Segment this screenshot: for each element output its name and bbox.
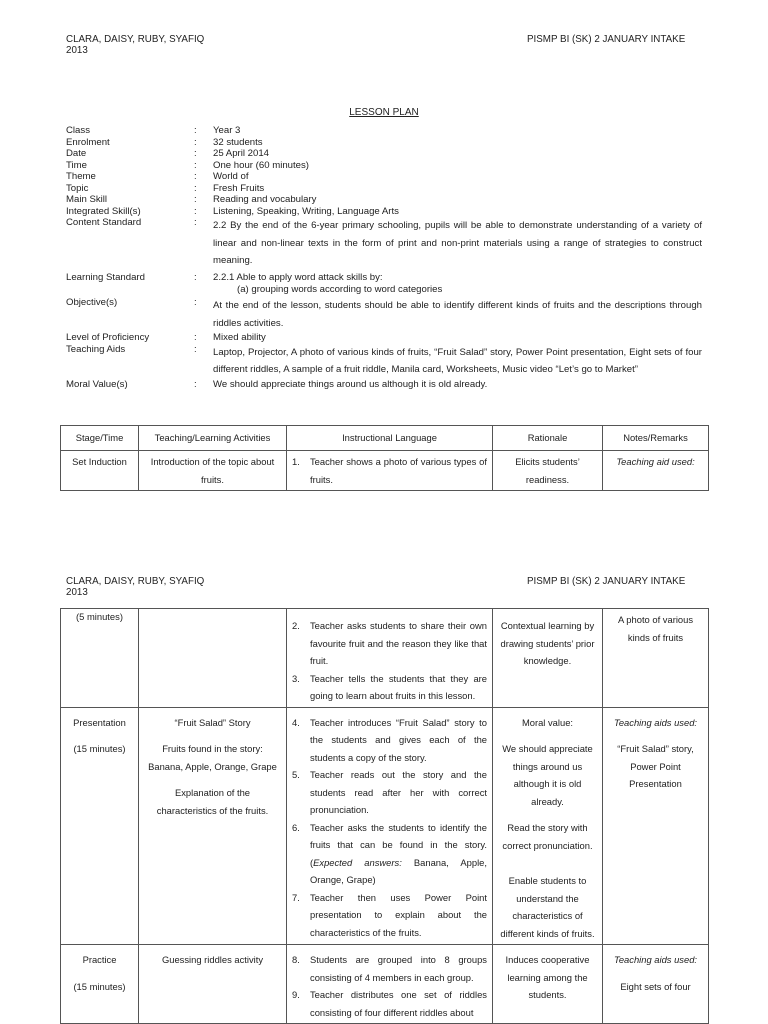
rationale-cell — [493, 707, 603, 945]
activity-cell: Guessing riddles activity — [139, 945, 287, 1024]
stage-label: Presentation — [73, 716, 126, 728]
info-colon: : — [194, 217, 197, 228]
rationale-cell: Induces cooperative learning among the students. — [493, 945, 603, 1024]
rationale-text: Enable students to understand the characteristics of different kinds of fruits. — [500, 875, 595, 939]
activity-cell — [139, 609, 287, 708]
instruction-item: 3. Teacher tells the students that they are going to learn about fruits in this lesson. — [292, 672, 487, 701]
notes-title: Teaching aids used: — [613, 716, 698, 728]
activity-cell: Introduction of the topic about fruits. — [139, 451, 287, 491]
info-row — [66, 137, 702, 149]
stage-cell — [61, 707, 139, 945]
info-value: Reading and vocabulary — [213, 194, 317, 205]
lesson-table — [60, 425, 709, 491]
notes-cell — [603, 707, 709, 945]
stage-time: (15 minutes) — [73, 743, 126, 754]
info-colon: : — [194, 148, 197, 159]
stage-label: Practice — [82, 954, 117, 965]
table-header: Rationale — [493, 426, 603, 451]
lesson-info — [66, 125, 702, 390]
notes-cell: A photo of various kinds of fruits — [603, 609, 709, 708]
header-authors: CLARA, DAISY, RUBY, SYAFIQ — [66, 576, 205, 587]
notes-text: “Fruit Salad” story, Power Point Presentation — [617, 743, 694, 789]
info-value: 2.2.1 Able to apply word attack skills by: — [213, 271, 383, 283]
info-row — [66, 171, 702, 183]
header-program: PISMP BI (SK) 2 JANUARY INTAKE — [527, 576, 686, 587]
info-colon: : — [194, 171, 197, 182]
info-value: Fresh Fruits — [213, 182, 265, 194]
info-row — [66, 297, 702, 332]
notes-title: Teaching aids used: — [613, 954, 698, 965]
info-colon: : — [194, 136, 197, 148]
instruction-item: 9. Teacher distributes one set of riddles consisting of four different riddles about — [292, 989, 487, 1018]
activity-cell — [139, 707, 287, 945]
lesson-table-continued — [60, 608, 709, 1024]
stage-cell — [61, 945, 139, 1024]
header-left — [66, 34, 204, 56]
rationale-cell: Elicits students’ readiness. — [493, 451, 603, 491]
instruction-item: 6. Teacher asks the students to identify the fruits that can be found in the story. (Expected answers: Banana, Apple, Orange, Grape) — [292, 821, 487, 885]
header-authors: CLARA, DAISY, RUBY, SYAFIQ — [66, 34, 205, 45]
info-value: One hour (60 minutes) — [213, 159, 309, 171]
activity-text: Banana, Apple, Orange, Grape — [148, 760, 277, 772]
notes-cell — [603, 945, 709, 1024]
info-value: 32 students — [213, 136, 263, 148]
info-colon: : — [194, 159, 197, 171]
info-label: Objective(s) — [66, 297, 118, 308]
info-colon: : — [194, 332, 197, 343]
table-header: Instructional Language — [287, 426, 493, 451]
info-value: 2.2 By the end of the 6-year primary schooling, pupils will be able to demonstrate understanding of a variety of linear and non-linear texts in the form of print and non-print materials using a range of strategies to construct meaning. — [213, 220, 702, 266]
info-label: Learning Standard — [66, 271, 145, 283]
info-colon: : — [194, 182, 197, 194]
info-row — [66, 160, 702, 172]
info-label: Enrolment — [66, 136, 110, 148]
info-label: Level of Proficiency — [66, 332, 150, 343]
info-colon: : — [194, 194, 197, 205]
page-1 — [0, 0, 768, 500]
table-row — [61, 707, 709, 945]
info-label: Teaching Aids — [66, 343, 126, 355]
info-label: Topic — [66, 182, 89, 194]
table-row — [61, 451, 709, 491]
info-row — [66, 332, 702, 344]
activity-text: Explanation of the characteristics of the fruits. — [156, 787, 269, 816]
table-row — [61, 609, 709, 708]
instruction-cell — [287, 451, 493, 491]
info-colon: : — [194, 271, 197, 283]
notes-cell: Teaching aid used: — [603, 451, 709, 491]
info-row — [66, 125, 702, 137]
activity-text: Fruits found in the story: — [162, 743, 263, 754]
info-value: World of — [213, 171, 249, 182]
notes-text: Eight sets of four — [620, 980, 691, 992]
info-colon: : — [194, 297, 197, 308]
instruction-item: 8. Students are grouped into 8 groups consisting of 4 members in each group. — [292, 954, 487, 983]
expected-answers-label: Expected answers: — [313, 856, 402, 868]
info-row — [66, 194, 702, 206]
info-label: Class — [66, 125, 90, 136]
page-2 — [0, 556, 768, 1024]
instruction-item: 7. Teacher then uses Power Point presentation to explain about the characteristics of the fruits. — [292, 891, 487, 938]
info-label: Main Skill — [66, 194, 108, 205]
info-row — [66, 344, 702, 379]
rationale-text: We should appreciate things around us although it is old already. — [502, 743, 593, 807]
table-header: Stage/Time — [61, 426, 139, 451]
instruction-cell — [287, 707, 493, 945]
info-row — [66, 217, 702, 270]
table-row — [61, 945, 709, 1024]
activity-title: “Fruit Salad” Story — [174, 716, 251, 728]
rationale-cell: Contextual learning by drawing students’ prior knowledge. — [493, 609, 603, 708]
info-value: We should appreciate things around us although it is old already. — [213, 378, 488, 390]
info-colon: : — [194, 343, 197, 355]
info-row — [66, 272, 702, 298]
table-header-row — [61, 426, 709, 451]
instruction-cell — [287, 945, 493, 1024]
info-label: Date — [66, 148, 87, 159]
info-value: 25 April 2014 — [213, 148, 270, 159]
instruction-item: 1. Teacher shows a photo of various types of fruits. — [292, 456, 487, 485]
stage-cell: (5 minutes) — [61, 609, 139, 708]
expected-answers: Banana, Apple, Orange, Grape) — [310, 856, 487, 885]
info-colon: : — [194, 205, 197, 217]
header-year: 2013 — [66, 45, 88, 56]
info-label: Time — [66, 159, 87, 171]
table-header: Notes/Remarks — [603, 426, 709, 451]
info-label: Integrated Skill(s) — [66, 205, 141, 217]
header-left — [66, 576, 204, 598]
stage-time: (15 minutes) — [73, 980, 126, 992]
info-label: Theme — [66, 171, 96, 182]
info-row — [66, 148, 702, 160]
instruction-item: 2. Teacher asks students to share their own favourite fruit and the reason they like that fruit. — [292, 620, 487, 666]
page-title: LESSON PLAN — [349, 107, 419, 118]
instruction-item: 5. Teacher reads out the story and the students read after her with correct pronunciation. — [292, 769, 487, 815]
info-colon: : — [194, 125, 197, 136]
rationale-text: Read the story with correct pronunciation. — [502, 822, 593, 851]
info-row — [66, 379, 702, 391]
info-label: Content Standard — [66, 217, 142, 228]
info-row — [66, 183, 702, 195]
info-value: Mixed ability — [213, 332, 266, 343]
info-value: Laptop, Projector, A photo of various kinds of fruits, “Fruit Salad” story, Power Point presentation, Eight sets of four different riddles, A sample of a fruit riddle, Manila card, Worksheets, Music video “Let’s go to Market” — [213, 346, 702, 375]
info-value: Listening, Speaking, Writing, Language Arts — [213, 205, 399, 217]
info-subvalue: (a) grouping words according to word categories — [237, 284, 443, 295]
header-year: 2013 — [66, 587, 88, 598]
table-header: Teaching/Learning Activities — [139, 426, 287, 451]
instruction-cell — [287, 609, 493, 708]
header-program: PISMP BI (SK) 2 JANUARY INTAKE — [527, 34, 686, 45]
instruction-item: 4. Teacher introduces “Fruit Salad” story to the students and gives each of the students a copy of the story. — [292, 716, 487, 763]
info-value: Year 3 — [213, 125, 241, 136]
info-value: At the end of the lesson, students should be able to identify different kinds of fruits and the descriptions through riddles activities. — [213, 300, 702, 329]
stage-cell: Set Induction — [61, 451, 139, 491]
info-label: Moral Value(s) — [66, 378, 128, 390]
info-colon: : — [194, 378, 197, 390]
info-row — [66, 206, 702, 218]
rationale-text: Moral value: — [521, 716, 574, 728]
page-break — [0, 500, 768, 556]
